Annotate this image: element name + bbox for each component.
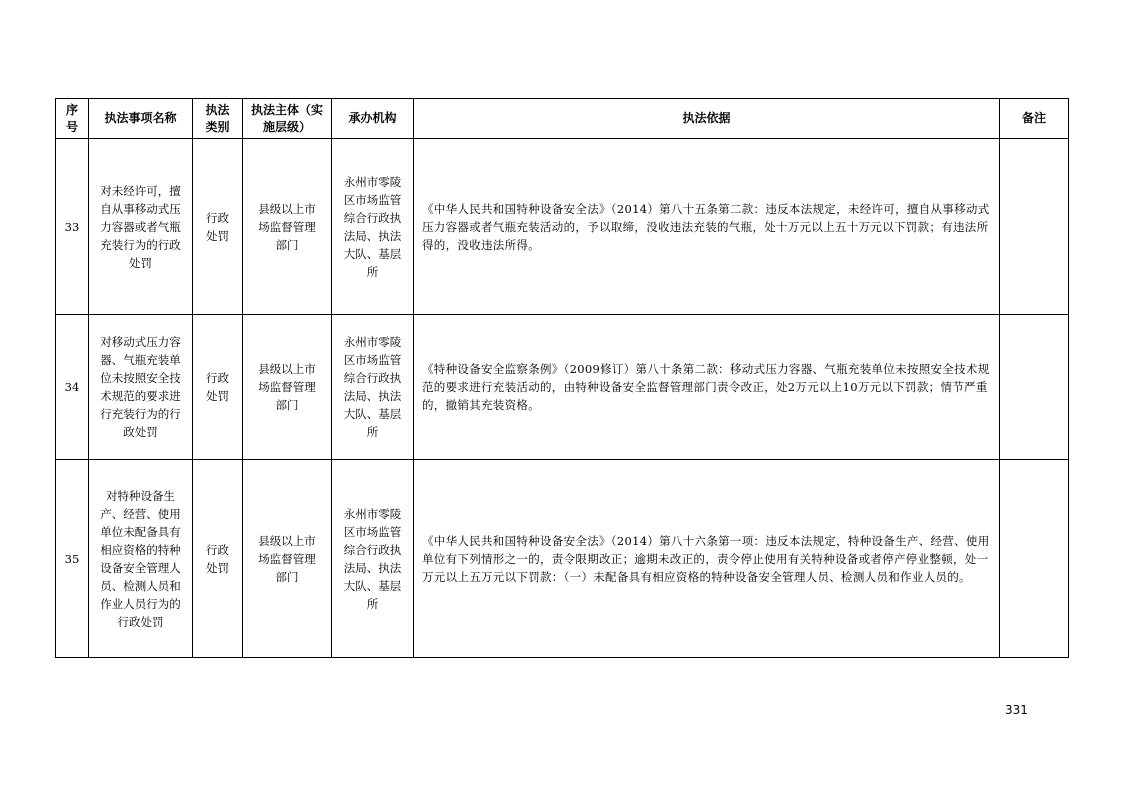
cell-category: 行政处罚 <box>193 139 243 315</box>
header-name: 执法事项名称 <box>89 99 193 139</box>
header-basis: 执法依据 <box>414 99 1000 139</box>
cell-basis: 《中华人民共和国特种设备安全法》（2014）第八十六条第一项：违反本法规定，特种设备生产、经营、使用单位有下列情形之一的，责令限期改正；逾期未改正的，责令停止使用有关特种设备或者停产停业整顿，处一万元以上五万元以下罚款：（一）未配备具有相应资格的特种设备安全管理人员、检测人员和作业人员的。 <box>414 460 1000 658</box>
header-org: 承办机构 <box>332 99 414 139</box>
header-remark: 备注 <box>1000 99 1069 139</box>
table-row <box>56 139 1069 315</box>
header-subject: 执法主体（实施层级） <box>243 99 332 139</box>
cell-remark <box>1000 139 1069 315</box>
cell-seq: 34 <box>56 315 89 460</box>
cell-basis: 《特种设备安全监察条例》（2009修订）第八十条第二款：移动式压力容器、气瓶充装单位未按照安全技术规范的要求进行充装活动的，由特种设备安全监督管理部门责令改正，处2万元以上10万元以下罚款；情节严重的，撤销其充装资格。 <box>414 315 1000 460</box>
table-row <box>56 315 1069 460</box>
cell-seq: 35 <box>56 460 89 658</box>
cell-org: 永州市零陵区市场监管综合行政执法局、执法大队、基层所 <box>332 460 414 658</box>
cell-basis: 《中华人民共和国特种设备安全法》（2014）第八十五条第二款：违反本法规定，未经许可，擅自从事移动式压力容器或者气瓶充装活动的，予以取缔，没收违法充装的气瓶，处十万元以上五十万元以下罚款；有违法所得的，没收违法所得。 <box>414 139 1000 315</box>
cell-category: 行政处罚 <box>193 315 243 460</box>
table-row <box>56 460 1069 658</box>
cell-category: 行政处罚 <box>193 460 243 658</box>
cell-name: 对特种设备生产、经营、使用单位未配备具有相应资格的特种设备安全管理人员、检测人员和作业人员行为的行政处罚 <box>89 460 193 658</box>
cell-org: 永州市零陵区市场监管综合行政执法局、执法大队、基层所 <box>332 139 414 315</box>
cell-seq: 33 <box>56 139 89 315</box>
header-category: 执法类别 <box>193 99 243 139</box>
cell-name: 对未经许可，擅自从事移动式压力容器或者气瓶充装行为的行政处罚 <box>89 139 193 315</box>
enforcement-table <box>55 98 1069 658</box>
page-number: 331 <box>1005 703 1028 717</box>
cell-subject: 县级以上市场监督管理部门 <box>243 315 332 460</box>
cell-org: 永州市零陵区市场监管综合行政执法局、执法大队、基层所 <box>332 315 414 460</box>
cell-subject: 县级以上市场监督管理部门 <box>243 139 332 315</box>
cell-remark <box>1000 315 1069 460</box>
cell-name: 对移动式压力容器、气瓶充装单位未按照安全技术规范的要求进行充装行为的行政处罚 <box>89 315 193 460</box>
header-row <box>56 99 1069 139</box>
header-seq: 序号 <box>56 99 89 139</box>
cell-remark <box>1000 460 1069 658</box>
cell-subject: 县级以上市场监督管理部门 <box>243 460 332 658</box>
